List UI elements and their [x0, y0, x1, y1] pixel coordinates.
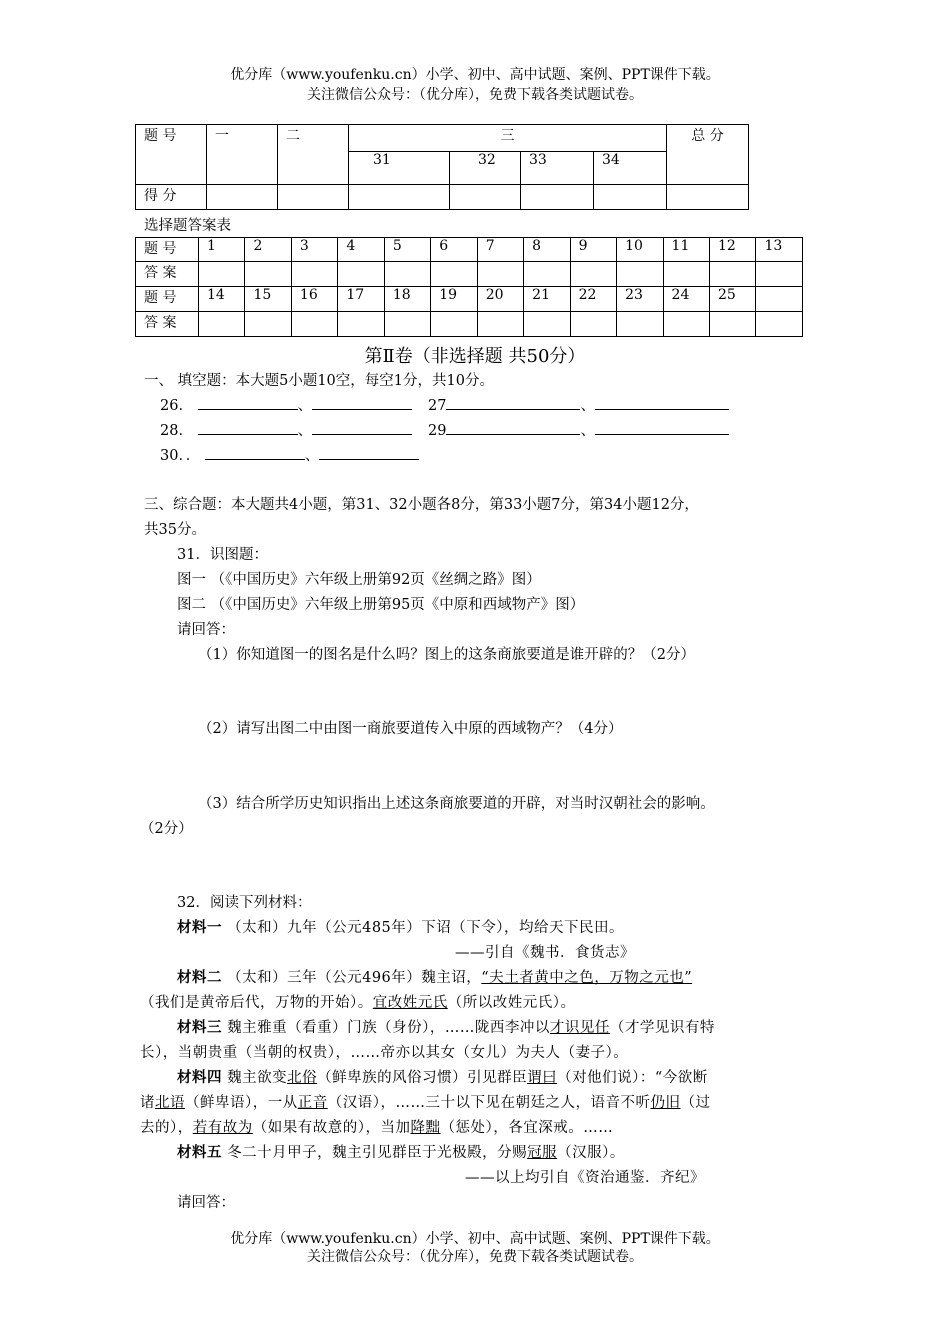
material-4-line2	[140, 1091, 711, 1112]
material-4-text-g: （过	[680, 1095, 711, 1111]
material-4-label: 材料四	[177, 1069, 222, 1086]
fill-row-28	[160, 419, 412, 440]
blank-30b[interactable]	[319, 447, 419, 460]
score-table-sub-31: 31	[349, 152, 450, 185]
material-4-u2: 谓曰	[527, 1070, 558, 1086]
q31-part2: （2）请写出图二中由图一商旅要道传入中原的西域物产？（4分）	[198, 721, 623, 737]
q26-label: 26．	[160, 398, 193, 414]
material-4-text-b: （鲜卑族的风俗习惯）引见群臣	[317, 1070, 528, 1086]
sep: 、	[580, 398, 595, 414]
answer-table	[135, 237, 803, 337]
material-4-text-d: 诸	[140, 1095, 155, 1111]
answer-table-daan: 答 案	[136, 262, 199, 287]
score-table-col-1: 一	[207, 125, 278, 185]
qnum: 24	[663, 287, 709, 312]
material-4-text-e: （鲜卑语），一从	[185, 1095, 298, 1111]
material-5-text-a: 冬二十月甲子，魏主引见群臣于光极殿，分赐	[222, 1145, 528, 1161]
q31-part3a: （3）结合所学历史知识指出上述这条商旅要道的开辟，对当时汉朝社会的影响。	[198, 796, 715, 812]
q31-part3b: （2分）	[140, 821, 193, 837]
q30-label: 30．．	[160, 448, 201, 464]
footer-line-2: 关注微信公众号：（优分库），免费下载各类试题试卷。	[307, 1249, 643, 1265]
q32-title: 32．阅读下列材料：	[177, 895, 312, 911]
qnum: 3	[291, 238, 337, 262]
q31-part1: （1）你知道图一的图名是什么吗？图上的这条商旅要道是谁开辟的？（2分）	[198, 647, 695, 663]
section3-heading-1: 三、综合题：本大题共4小题，第31、32小题各8分，第33小题7分，第34小题12分，	[144, 497, 699, 513]
material-4-line3	[140, 1116, 613, 1137]
material-4-line1	[177, 1066, 708, 1087]
q31-title: 31．识图题：	[177, 547, 268, 563]
fill-heading: 一、 填空题：本大题5小题10空，每空1分，共10分。	[144, 373, 494, 389]
q31-ask: 请回答：	[177, 622, 235, 638]
section3-heading-2: 共35分。	[144, 522, 206, 538]
qnum: 10	[617, 238, 663, 262]
material-2-quote: “夫土者黄中之色，万物之元也”	[481, 970, 693, 986]
material-4-u7: 降黜	[410, 1120, 441, 1136]
fill-row-30	[160, 444, 419, 465]
material-2-text-a: （太和）三年（公元496年）魏主诏，	[222, 970, 482, 986]
q28-label: 28．	[160, 423, 193, 439]
header-line-1: 优分库（www.youfenku.cn）小学、初中、高中试题、案例、PPT课件下载。	[230, 67, 720, 83]
material-2-label: 材料二	[177, 969, 222, 986]
sep: 、	[297, 398, 313, 414]
qnum: 19	[431, 287, 477, 312]
answer-table-tihao-2: 题 号	[136, 287, 199, 312]
material-5-text-b: （汉服）。	[557, 1145, 625, 1161]
material-4-u1: 北俗	[287, 1070, 318, 1086]
material-3-line2: 长），当朝贵重（当朝的权贵），……帝亦以其女（女儿）为夫人（妻子）。	[140, 1045, 629, 1061]
header-line-2: 关注微信公众号：（优分库），免费下载各类试题试卷。	[307, 87, 643, 103]
answer-table-tihao: 题 号	[136, 238, 199, 262]
blank-27b[interactable]	[595, 397, 729, 410]
qnum: 1	[199, 238, 245, 262]
q31-fig1: 图一 （《中国历史》六年级上册第92页《丝绸之路》图）	[177, 572, 541, 588]
sep: 、	[297, 423, 313, 439]
material-5-label: 材料五	[177, 1144, 222, 1161]
qnum: 6	[431, 238, 477, 262]
qnum: 23	[617, 287, 663, 312]
material-4-u6: 若有故为	[192, 1120, 253, 1136]
material-4-text-h: 去的），	[140, 1120, 193, 1136]
blank-28a[interactable]	[198, 422, 298, 435]
score-table-col-2: 二	[278, 125, 349, 185]
qnum: 13	[756, 238, 803, 262]
material-4-u5: 仍旧	[650, 1095, 681, 1111]
material-3-underline: 才识见任	[549, 1020, 610, 1036]
qnum: 20	[477, 287, 523, 312]
qnum: 2	[245, 238, 291, 262]
qnum: 22	[570, 287, 616, 312]
qnum: 15	[245, 287, 291, 312]
sep: 、	[580, 423, 595, 439]
qnum: 12	[709, 238, 755, 262]
qnum: 9	[570, 238, 616, 262]
sep: 、	[304, 448, 320, 464]
q29-label: 29	[428, 423, 447, 439]
material-5-line1	[177, 1141, 625, 1162]
qnum: 5	[384, 238, 430, 262]
material-2-text-c: （所以改姓元氏）。	[447, 995, 576, 1011]
q27-label: 27	[428, 398, 447, 414]
blank-27a[interactable]	[446, 397, 580, 410]
qnum	[756, 287, 803, 312]
material-2-line1	[177, 966, 692, 987]
answer-table-daan-2: 答 案	[136, 312, 199, 337]
material-3-label: 材料三	[177, 1019, 222, 1036]
score-table-sub-34: 34	[594, 152, 667, 185]
qnum: 21	[524, 287, 570, 312]
material-4-u3: 北语	[155, 1095, 185, 1111]
score-table-defen: 得 分	[136, 185, 207, 210]
material-1-source: ——引自《魏书．食货志》	[455, 945, 635, 961]
material-5-source: ——以上均引自《资治通鉴．齐纪》	[465, 1170, 705, 1186]
material-4-text-a: 魏主欲变	[222, 1070, 288, 1086]
part2-title: 第Ⅱ卷（非选择题 共50分）	[364, 346, 586, 367]
qnum: 14	[199, 287, 245, 312]
q31-fig2: 图二 （《中国历史》六年级上册第95页《中原和西域物产》图）	[177, 597, 585, 613]
answer-table-title: 选择题答案表	[144, 218, 231, 234]
qnum: 4	[338, 238, 384, 262]
blank-29b[interactable]	[595, 422, 729, 435]
blank-30a[interactable]	[205, 447, 305, 460]
score-table-sub-32: 32	[450, 152, 521, 185]
footer-line-1: 优分库（www.youfenku.cn）小学、初中、高中试题、案例、PPT课件下载。	[230, 1231, 720, 1247]
score-table-sub-33: 33	[521, 152, 594, 185]
score-table-total: 总 分	[667, 125, 749, 185]
material-2-line2	[140, 991, 576, 1012]
q32-ask: 请回答：	[177, 1195, 235, 1211]
material-2-text-b: （我们是黄帝后代，万物的开始）。	[140, 995, 373, 1011]
qnum: 11	[663, 238, 709, 262]
blank-26b[interactable]	[312, 397, 412, 410]
material-1-label: 材料一	[177, 919, 222, 936]
material-4-text-f: （汉语），……三十以下见在朝廷之人，语音不听	[327, 1095, 651, 1111]
material-1-text: （太和）九年（公元485年）下诏（下令），均给天下民田。	[222, 920, 625, 936]
material-1	[177, 916, 624, 937]
fill-row-29	[428, 419, 729, 440]
qnum: 8	[524, 238, 570, 262]
qnum: 7	[477, 238, 523, 262]
blank-26a[interactable]	[198, 397, 298, 410]
material-5-underline: 冠服	[527, 1145, 558, 1161]
qnum: 16	[291, 287, 337, 312]
material-2-underline: 宜改姓元氏	[372, 995, 448, 1011]
blank-28b[interactable]	[312, 422, 412, 435]
material-3-text-b: （才学见识有特	[609, 1020, 715, 1036]
score-table-tihao: 题 号	[136, 125, 207, 185]
qnum: 18	[384, 287, 430, 312]
material-3-line1	[177, 1016, 715, 1037]
blank-29a[interactable]	[446, 422, 580, 435]
fill-row-27	[428, 394, 729, 415]
score-table-col-3: 三	[349, 125, 667, 152]
score-table	[135, 124, 749, 210]
material-4-text-c: （对他们说）：“今欲断	[557, 1070, 708, 1086]
material-4-u4: 正音	[297, 1095, 328, 1111]
qnum: 25	[709, 287, 755, 312]
material-4-text-j: （惩处），各宜深戒。……	[440, 1120, 614, 1136]
material-3-text-a: 魏主雅重（看重）门族（身份），……陇西李冲以	[222, 1020, 550, 1036]
material-4-text-i: （如果有故意的），当加	[252, 1120, 411, 1136]
fill-row-26	[160, 394, 412, 415]
qnum: 17	[338, 287, 384, 312]
